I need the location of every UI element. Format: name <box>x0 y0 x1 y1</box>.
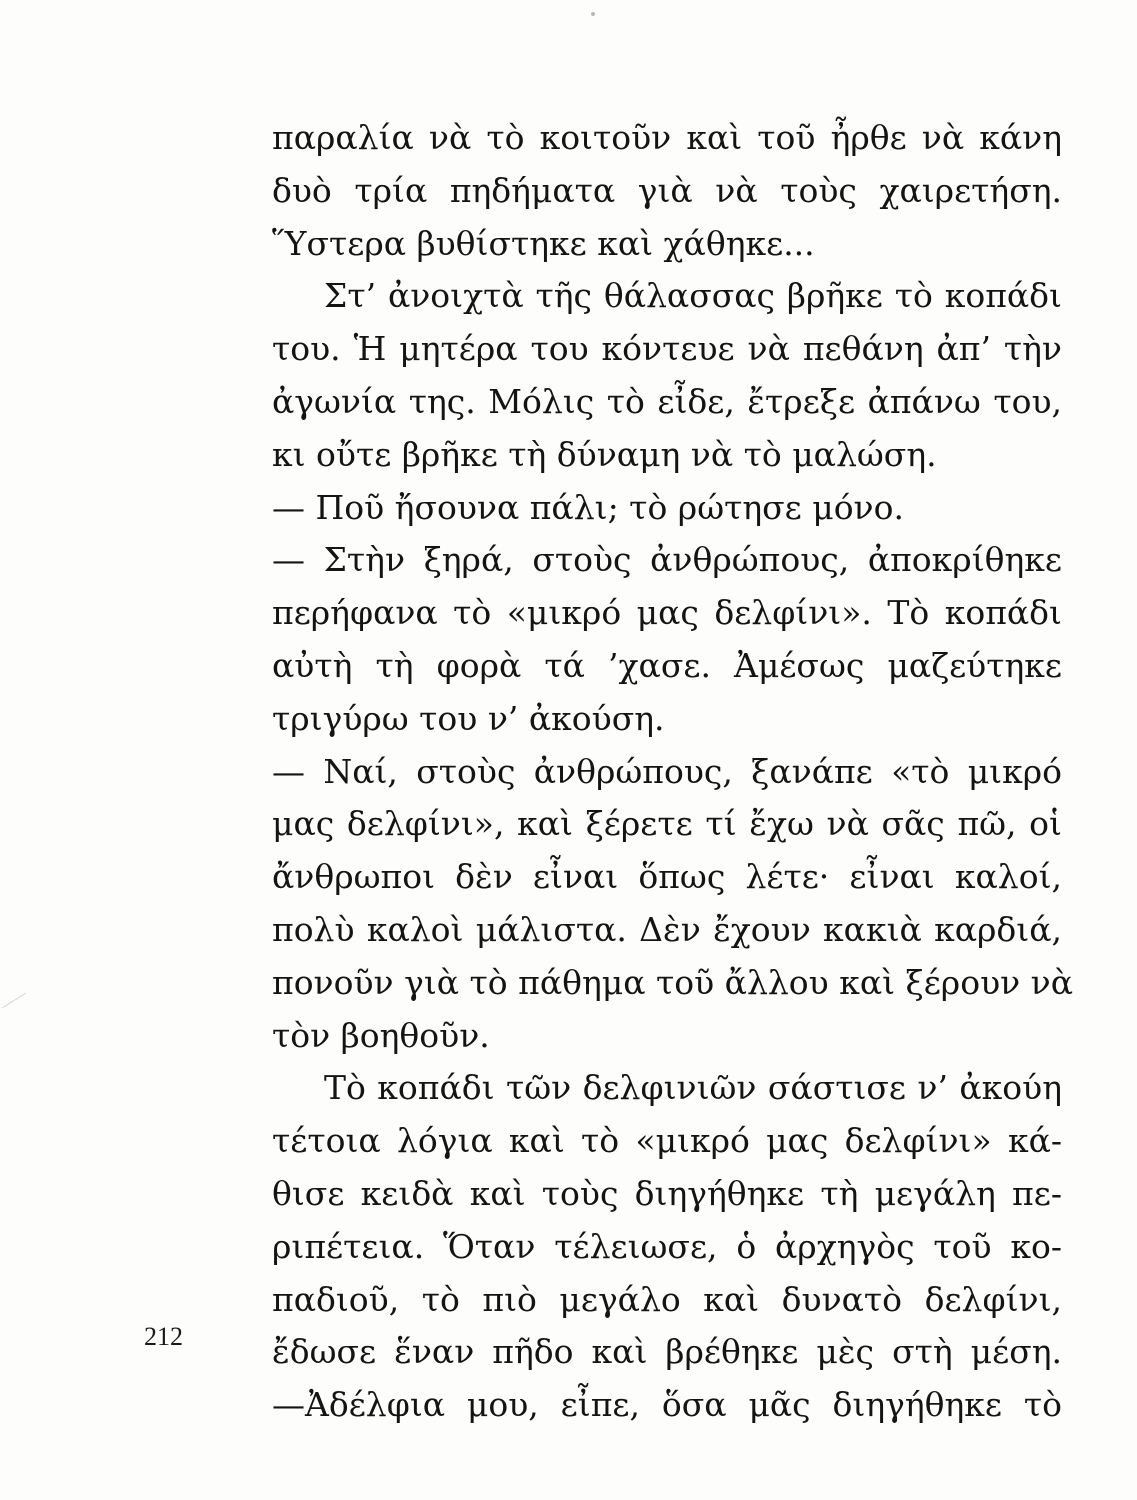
text-line: Στ’ ἀνοιχτὰ τῆς θάλασσας βρῆκε τὸ κοπάδι <box>324 276 1062 316</box>
body-text <box>272 112 1074 1432</box>
dialogue-line: — Ναί, στοὺς ἀνθρώπους, ξανάπε «τὸ μικρό <box>272 751 1062 791</box>
text-line: περήφανα τὸ «μικρό μας δελφίνι». Τὸ κοπάδι <box>272 593 1062 633</box>
text-line: κι οὔτε βρῆκε τὴ δύναμη νὰ τὸ μαλώση. <box>272 434 937 474</box>
text-line: παραλία νὰ τὸ κοιτοῦν καὶ τοῦ ἦρθε νὰ κάνη <box>272 118 1062 157</box>
dialogue-line: — Στὴν ξηρά, στοὺς ἀνθρώπους, ἀποκρίθηκε <box>272 540 1062 580</box>
page-number: 212 <box>144 1322 183 1351</box>
text-line: δυὸ τρία πηδήματα γιὰ νὰ τοὺς χαιρετήση. <box>272 170 1062 210</box>
text-line: παδιοῦ, τὸ πιὸ μεγάλο καὶ δυνατὸ δελφίνι, <box>272 1279 1062 1319</box>
text-line: τὸν βοηθοῦν. <box>272 1015 490 1055</box>
dialogue-line: —Ἀδέλφια μου, εἶπε, ὅσα μᾶς διηγήθηκε τὸ <box>272 1385 1062 1425</box>
text-line: ἄνθρωποι δὲν εἶναι ὅπως λέτε· εἶναι καλοί, <box>272 857 1062 897</box>
text-line: μας δελφίνι», καὶ ξέρετε τί ἔχω νὰ σᾶς πῶ, οἱ <box>272 804 1062 844</box>
text-line: του. Ἡ μητέρα του κόντευε νὰ πεθάνη ἀπ’ τὴν <box>272 329 1062 369</box>
text-line: αὐτὴ τὴ φορὰ τά ’χασε. Ἀμέσως μαζεύτηκε <box>272 645 1062 685</box>
margin-mark <box>2 993 26 1009</box>
dialogue-line: — Ποῦ ἤσουνα πάλι; τὸ ρώτησε μόνο. <box>272 487 904 527</box>
text-line: τέτοια λόγια καὶ τὸ «μικρό μας δελφίνι» κά- <box>272 1121 1062 1161</box>
paper-speck <box>591 12 595 16</box>
text-line: τριγύρω του ν’ ἀκούση. <box>272 698 665 738</box>
text-line: Ὕστερα βυθίστηκε καὶ χάθηκε... <box>272 223 815 263</box>
text-line: ἔδωσε ἕναν πῆδο καὶ βρέθηκε μὲς στὴ μέση. <box>272 1332 1062 1372</box>
text-line: ριπέτεια. Ὅταν τέλειωσε, ὁ ἀρχηγὸς τοῦ κο- <box>272 1226 1062 1266</box>
text-line: ἀγωνία της. Μόλις τὸ εἶδε, ἔτρεξε ἀπάνω του, <box>272 381 1062 421</box>
text-line: πονοῦν γιὰ τὸ πάθημα τοῦ ἄλλου καὶ ξέρουν νὰ <box>272 962 1074 1002</box>
text-line: θισε κειδὰ καὶ τοὺς διηγήθηκε τὴ μεγάλη πε- <box>272 1173 1062 1213</box>
text-line: πολὺ καλοὶ μάλιστα. Δὲν ἔχουν κακιὰ καρδιά, <box>272 909 1062 949</box>
text-line: Τὸ κοπάδι τῶν δελφινιῶν σάστισε ν’ ἀκούη <box>324 1068 1062 1108</box>
